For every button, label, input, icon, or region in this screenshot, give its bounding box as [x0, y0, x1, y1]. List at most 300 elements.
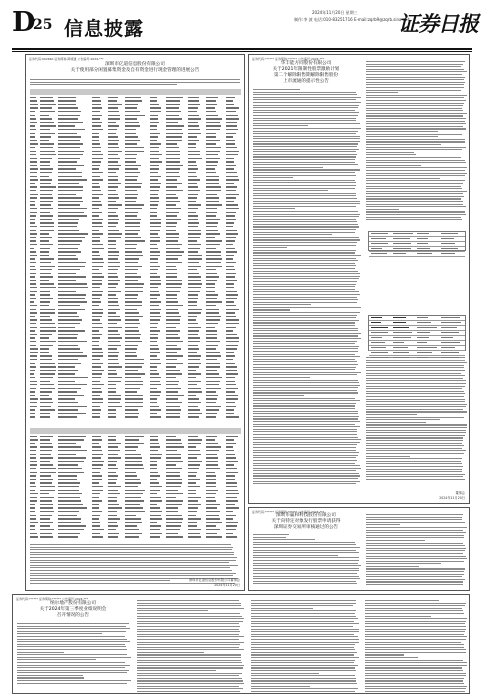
text-line: [253, 107, 358, 108]
text-line: [251, 618, 358, 619]
text-line: [253, 475, 360, 476]
text-line: [366, 209, 399, 210]
text-line: [253, 120, 356, 121]
text-line: [366, 417, 464, 418]
text-line: [366, 471, 462, 472]
table-row: [30, 348, 241, 351]
table-row: [30, 182, 241, 185]
table-row: [30, 496, 241, 499]
table-row: [30, 416, 241, 419]
text-line: [253, 297, 357, 298]
text-line: [366, 90, 461, 91]
text-line: [253, 431, 357, 432]
text-line: [366, 193, 463, 194]
text-line: [253, 255, 361, 256]
table-row: [30, 110, 241, 113]
text-line: [366, 183, 463, 184]
text-line: [253, 478, 358, 479]
text-line: [253, 322, 355, 323]
text-line: [137, 654, 241, 655]
text-line: [366, 211, 465, 212]
text-line: [253, 284, 356, 285]
text-line: [366, 411, 467, 412]
text-line: [253, 128, 361, 129]
table-row: [30, 254, 241, 257]
table-row: [30, 125, 241, 128]
text-line: [253, 356, 360, 357]
announcement-heading: [249, 513, 363, 531]
table-row: [30, 475, 241, 478]
table-row: [30, 290, 241, 293]
text-line: [253, 421, 360, 422]
text-line: [253, 294, 360, 295]
text-line: [366, 61, 465, 62]
text-line: [366, 422, 426, 423]
text-line: [366, 219, 462, 220]
text-line: [366, 561, 464, 562]
body-text-col-1: [253, 89, 361, 486]
text-line: [366, 134, 462, 135]
table-row: [30, 398, 241, 401]
table-row: [30, 222, 241, 225]
text-line: [366, 568, 465, 569]
text-line: [17, 657, 131, 658]
text-line: [366, 424, 467, 425]
text-line: [137, 670, 216, 671]
table-row: [30, 518, 241, 521]
text-line: [253, 317, 356, 318]
company-name: 纳尔地产股份有限公司: [50, 601, 96, 606]
text-line: [366, 461, 461, 462]
text-line: [253, 211, 358, 212]
text-line: [366, 178, 440, 179]
text-line: [253, 411, 358, 412]
table-row: [30, 489, 241, 492]
text-line: [30, 557, 237, 558]
text-line: [253, 416, 359, 417]
text-line: [253, 444, 357, 445]
text-line: [251, 680, 356, 681]
text-line: [253, 291, 359, 292]
text-line: [253, 424, 355, 425]
text-line: [253, 455, 358, 456]
text-line: [251, 642, 359, 643]
text-line: [365, 626, 466, 627]
table-row: [30, 301, 241, 304]
text-line: [17, 628, 130, 629]
text-line: [253, 216, 359, 217]
text-line: [366, 517, 462, 518]
table-row: [30, 326, 241, 329]
text-line: [366, 149, 462, 150]
text-line: [365, 618, 467, 619]
text-line: [251, 621, 354, 622]
text-line: [253, 542, 355, 543]
table-row: [30, 340, 241, 343]
text-line: [253, 374, 357, 375]
text-line: [366, 566, 419, 567]
text-line: [251, 660, 355, 661]
table-row: [30, 96, 241, 99]
text-line: [253, 118, 356, 119]
table-row: [30, 442, 241, 445]
text-line: [366, 165, 421, 166]
table-row: [30, 161, 241, 164]
text-line: [366, 556, 466, 557]
text-line: [137, 660, 241, 661]
text-line: [366, 576, 462, 577]
text-line: [366, 571, 464, 572]
text-line: [253, 221, 357, 222]
text-line: [251, 675, 355, 676]
table-row: [30, 247, 241, 250]
text-line: [253, 418, 358, 419]
table-row: [30, 168, 241, 171]
text-line: [366, 453, 464, 454]
text-line: [17, 665, 130, 666]
text-line: [17, 623, 129, 624]
table-row: [30, 139, 241, 142]
text-line: [366, 157, 461, 158]
announcement-unlock-shares: [248, 54, 470, 504]
text-line: [253, 408, 355, 409]
table-row: [30, 500, 241, 503]
text-line: [366, 476, 463, 477]
text-line: [251, 608, 313, 609]
text-line: [366, 121, 465, 122]
text-line: [253, 309, 290, 310]
text-line: [366, 519, 462, 520]
text-line: [253, 400, 360, 401]
table-row: [30, 186, 241, 189]
text-line: [366, 380, 466, 381]
text-line: [253, 198, 357, 199]
text-line: [366, 527, 467, 528]
stock-codes: 证券代码:****** 证券简称:****** 公告编号:2024-***: [252, 57, 325, 61]
text-line: [253, 395, 304, 396]
text-line: [137, 605, 241, 606]
table-row: [30, 493, 241, 496]
intro-text: [30, 79, 240, 87]
body-text-col-2: [366, 514, 467, 587]
text-line: [253, 123, 360, 124]
text-line: [17, 636, 125, 637]
text-line: [366, 367, 464, 368]
text-line: [253, 405, 355, 406]
table-row: [30, 143, 241, 146]
text-line: [366, 396, 464, 397]
section-letter: D: [12, 7, 36, 38]
text-line: [137, 673, 242, 674]
announcement-stock-issuance: [248, 507, 470, 591]
text-line: [17, 667, 125, 668]
text-line: [253, 234, 332, 235]
text-line: [366, 206, 466, 207]
text-line: [137, 657, 241, 658]
text-line: [366, 430, 466, 431]
table-row: [30, 308, 241, 311]
text-line: [366, 71, 467, 72]
text-line: [366, 524, 400, 525]
text-line: [366, 147, 466, 148]
announcement-cash-management: [25, 54, 245, 591]
text-line: [253, 539, 315, 540]
table-row: [30, 258, 241, 261]
table-row: [30, 485, 241, 488]
text-line: [366, 175, 465, 176]
text-line: [366, 66, 461, 67]
text-line: [365, 673, 466, 674]
table-header: [30, 89, 241, 95]
text-line: [17, 649, 127, 650]
text-line: [251, 647, 354, 648]
text-line: [366, 386, 465, 387]
text-line: [365, 613, 464, 614]
text-line: [366, 214, 466, 215]
text-line: [366, 458, 462, 459]
text-line: [253, 276, 360, 277]
text-line: [366, 409, 463, 410]
text-line: [365, 675, 466, 676]
table-row: [30, 376, 241, 379]
body-text-col-2: [137, 600, 245, 693]
body-text-col-2: [366, 61, 467, 222]
table-row: [30, 114, 241, 117]
body-text-col-4: [365, 600, 467, 693]
text-line: [253, 307, 361, 308]
text-line: [366, 378, 463, 379]
text-line: [253, 149, 359, 150]
table-row: [30, 510, 241, 513]
text-line: [366, 186, 461, 187]
text-line: [366, 217, 461, 218]
table-row: [30, 315, 241, 318]
table-row: [30, 467, 241, 470]
text-line: [253, 581, 356, 582]
text-line: [366, 191, 467, 192]
table-row: [30, 344, 241, 347]
text-line: [365, 600, 439, 601]
newspaper-logo: 证券日报: [398, 11, 478, 36]
text-line: [137, 649, 244, 650]
table-row: [30, 225, 241, 228]
text-line: [365, 608, 462, 609]
text-line: [253, 348, 358, 349]
table-row: [30, 384, 241, 387]
table-row: [30, 380, 241, 383]
text-line: [366, 141, 465, 142]
text-line: [17, 672, 127, 673]
text-line: [365, 634, 464, 635]
text-line: [251, 610, 356, 611]
text-line: [365, 649, 466, 650]
text-line: [366, 537, 464, 538]
text-line: [366, 100, 466, 101]
text-line: [366, 108, 462, 109]
text-line: [253, 534, 289, 535]
text-line: [253, 268, 355, 269]
text-line: [253, 143, 358, 144]
text-line: [137, 680, 243, 681]
text-line: [366, 126, 463, 127]
text-line: [366, 456, 410, 457]
text-line: [366, 79, 464, 80]
title-line-2: 召开情况的公告: [56, 613, 90, 618]
text-line: [137, 634, 239, 635]
text-line: [251, 665, 358, 666]
text-line: [253, 552, 359, 553]
table-row: [30, 435, 241, 438]
table-row: [30, 304, 241, 307]
text-line: [253, 583, 357, 584]
text-line: [253, 97, 361, 98]
text-line: [137, 678, 242, 679]
text-line: [253, 442, 360, 443]
text-line: [366, 432, 466, 433]
text-line: [251, 623, 359, 624]
table-row: [30, 439, 241, 442]
issue-date: 2024年11月20日 星期三: [312, 10, 358, 15]
text-line: [366, 92, 398, 93]
text-line: [251, 691, 355, 692]
table-row: [30, 536, 241, 539]
text-line: [251, 652, 357, 653]
text-line: [365, 642, 461, 643]
text-line: [366, 77, 465, 78]
text-line: [30, 562, 229, 563]
signature: 深圳市亿道信息股份有限公司董事会 2024年11月20日: [189, 578, 240, 587]
text-line: [253, 550, 356, 551]
table-row: [30, 457, 241, 460]
text-line: [17, 646, 126, 647]
text-line: [17, 670, 129, 671]
text-line: [253, 206, 356, 207]
text-line: [253, 465, 360, 466]
text-line: [17, 683, 127, 684]
text-line: [365, 678, 464, 679]
text-line: [253, 299, 358, 300]
text-line: [253, 570, 359, 571]
text-line: [366, 180, 465, 181]
text-line: [17, 662, 125, 663]
text-line: [253, 385, 360, 386]
text-line: [253, 232, 355, 233]
text-line: [366, 463, 462, 464]
table-row: [30, 319, 241, 322]
text-line: [253, 426, 360, 427]
text-line: [253, 481, 360, 482]
text-line: [366, 87, 464, 88]
text-line: [365, 654, 404, 655]
text-line: [137, 626, 240, 627]
text-line: [366, 406, 466, 407]
text-line: [253, 325, 355, 326]
stock-codes: 证券代码:****** 证券简称:****** 公告编号:2024-***: [16, 597, 89, 601]
text-line: [253, 252, 355, 253]
table-row: [30, 503, 241, 506]
text-line: [366, 401, 465, 402]
text-line: [253, 560, 359, 561]
text-line: [17, 652, 64, 653]
table-row: [30, 405, 241, 408]
text-line: [366, 469, 462, 470]
text-line: [253, 177, 293, 178]
text-line: [253, 565, 361, 566]
text-line: [366, 131, 438, 132]
text-line: [366, 530, 463, 531]
text-line: [253, 182, 356, 183]
text-line: [30, 573, 236, 574]
table-row: [369, 252, 465, 257]
text-line: [366, 201, 463, 202]
table-row: [30, 243, 241, 246]
text-line: [366, 579, 465, 580]
table-row: [30, 121, 241, 124]
text-line: [251, 683, 357, 684]
table-row: [30, 286, 241, 289]
text-line: [365, 680, 463, 681]
text-line: [366, 584, 463, 585]
table-row: [30, 471, 241, 474]
text-line: [137, 683, 244, 684]
text-line: [17, 633, 102, 634]
text-line: [253, 557, 359, 558]
text-line: [253, 302, 357, 303]
table-row: [30, 460, 241, 463]
text-line: [251, 670, 356, 671]
text-line: [253, 390, 357, 391]
text-line: [366, 84, 464, 85]
table-row: [30, 179, 241, 182]
text-line: [251, 686, 310, 687]
text-line: [30, 549, 232, 550]
text-line: [251, 662, 354, 663]
title-line-2: 第二个解除限售期解除限售股份: [273, 73, 339, 78]
masthead: [12, 7, 478, 48]
text-line: [253, 473, 359, 474]
text-line: [253, 437, 358, 438]
section-title: 信息披露: [64, 18, 145, 40]
text-line: [365, 605, 465, 606]
text-line: [137, 647, 239, 648]
text-line: [365, 670, 463, 671]
text-line: [253, 159, 355, 160]
text-line: [251, 649, 355, 650]
table-row: [30, 337, 241, 340]
table-row: [30, 236, 241, 239]
text-line: [366, 105, 463, 106]
text-line: [366, 388, 462, 389]
table-header: [30, 428, 241, 434]
text-line: [137, 675, 239, 676]
text-line: [253, 156, 356, 157]
text-line: [137, 652, 204, 653]
text-line: [251, 644, 355, 645]
small-table-1: [368, 231, 466, 251]
text-line: [366, 450, 466, 451]
table-row: [30, 355, 241, 358]
text-line: [366, 69, 464, 70]
text-line: [251, 639, 359, 640]
stock-codes: 证券代码:002640 证券简称:跨境通 公告编号:2024-***: [29, 57, 104, 61]
text-line: [253, 193, 356, 194]
table-row: [30, 333, 241, 336]
text-line: [365, 636, 467, 637]
text-line: [366, 103, 464, 104]
text-line: [366, 548, 466, 549]
text-line: [365, 603, 466, 604]
text-line: [253, 452, 359, 453]
